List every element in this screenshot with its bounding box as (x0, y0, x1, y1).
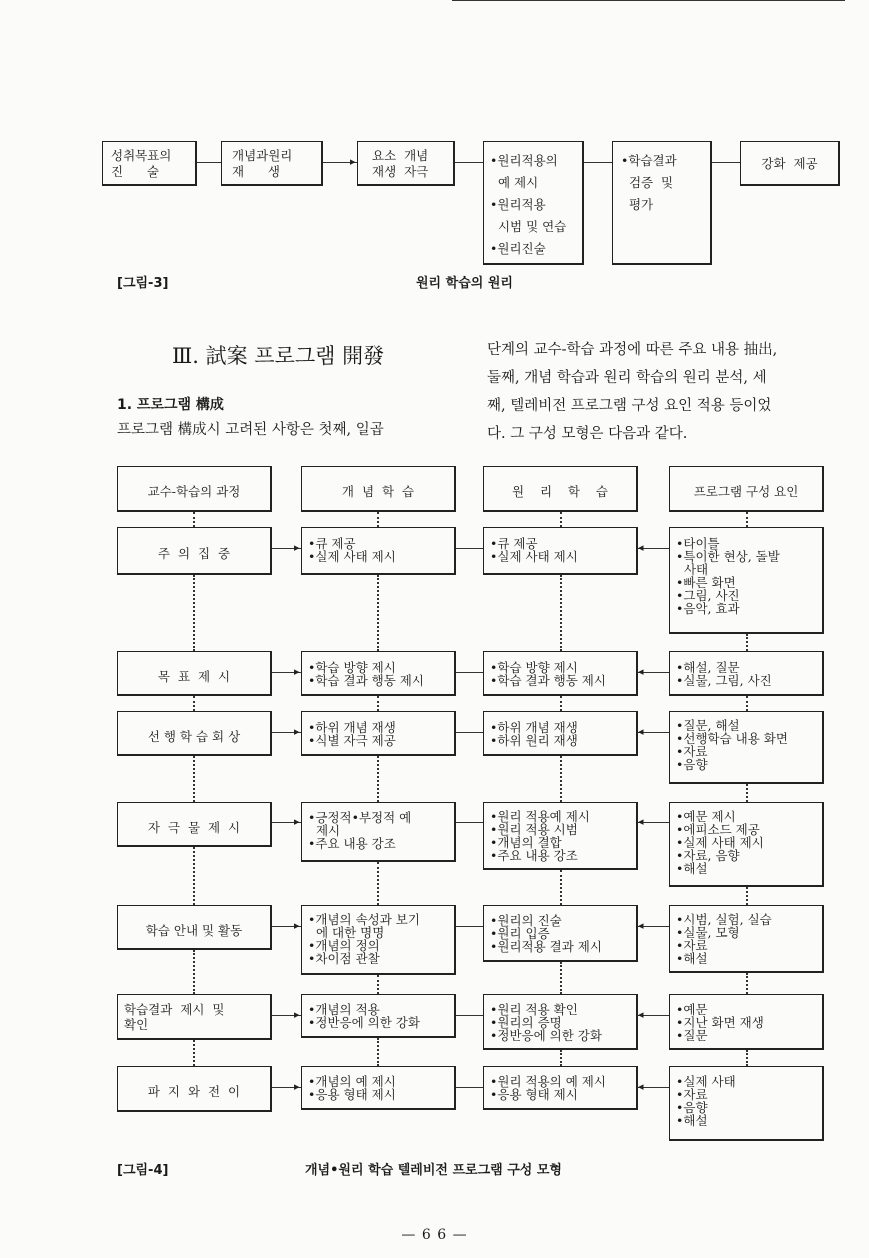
factor-item: •실물, 그림, 사진 (676, 673, 772, 688)
factor-item: •타이틀 (676, 536, 720, 551)
fig3-box-line: 검증 및 (621, 175, 674, 190)
concept-item: •큐 제공 (308, 536, 356, 551)
fig3-box-line: 재 생 (232, 164, 280, 179)
step-box (117, 994, 272, 1040)
fig3-connector (584, 162, 612, 163)
body-text-right-line: 째, 텔레비전 프로그램 구성 요인 적용 등이었 (487, 398, 772, 414)
concept-item: •정반응에 의한 강화 (308, 1015, 420, 1030)
connector (456, 1015, 483, 1016)
concept-item: •하위 개념 재생 (308, 720, 396, 735)
factor-item: •실제 사태 (676, 1074, 736, 1089)
dotted-connector (746, 512, 748, 527)
principle-item: •원리의 증명 (490, 1015, 562, 1030)
principle-box (483, 802, 638, 870)
concept-item: 에 대한 명명 (308, 925, 385, 940)
dotted-connector (377, 975, 379, 994)
body-text-right-line: 다. 그 구성 모형은 다음과 같다. (487, 426, 688, 442)
subsection-heading: 1. 프로그램 構成 (117, 397, 224, 413)
concept-item: •식별 자극 제공 (308, 733, 396, 748)
principle-list (490, 1075, 606, 1101)
principle-item: •큐 제공 (490, 536, 538, 551)
fig4-header-factors (669, 466, 824, 512)
factor-item: •자료 (676, 1087, 708, 1102)
dotted-connector (377, 1038, 379, 1066)
factors-box (669, 802, 824, 887)
header-label: 원 리 학 습 (512, 484, 608, 499)
step-label: 파 지 와 전 이 (147, 1084, 241, 1099)
fig3-box-application (483, 141, 584, 265)
dotted-connector (377, 862, 379, 905)
step-box (117, 711, 272, 756)
arrow-left-icon: ◂ (638, 919, 644, 932)
arrow-right-icon: ▸ (294, 815, 300, 828)
factors-list (676, 1003, 764, 1042)
factor-item: •해설 (676, 1113, 708, 1128)
header-label: 프로그램 구성 요인 (693, 484, 799, 499)
factors-list (676, 1075, 736, 1127)
step-box (117, 527, 272, 575)
dotted-connector (377, 512, 379, 527)
step-label: 학습 안내 및 활동 (145, 923, 243, 938)
concept-item: •실제 사태 제시 (308, 549, 396, 564)
concept-list (308, 537, 396, 563)
principle-item: •하위 개념 재생 (490, 720, 578, 735)
principle-item: •원리 적용의 예 제시 (490, 1074, 606, 1089)
figure-label: [그림-4] (117, 1163, 169, 1178)
dotted-connector (560, 512, 562, 527)
connector (456, 822, 483, 823)
body-text-left: 프로그램 構成시 고려된 사항은 첫째, 일곱 (117, 422, 384, 438)
factor-item: •실제 사태 제시 (676, 835, 764, 850)
figure-label: [그림-3] (117, 276, 169, 291)
step-label: 주 의 집 중 (157, 546, 231, 561)
factors-list (676, 661, 772, 687)
factor-item: •질문, 해설 (676, 718, 740, 733)
principle-item: •응용 형태 제시 (490, 1087, 578, 1102)
arrow-right-icon: ▸ (294, 919, 300, 932)
dotted-connector (377, 575, 379, 651)
factors-list (676, 537, 780, 615)
concept-list (308, 1075, 396, 1101)
factor-item: •선행학습 내용 화면 (676, 731, 788, 746)
dotted-connector (560, 870, 562, 905)
principle-item: •원리 적용 시범 (490, 822, 578, 837)
figure-title: 개념•원리 학습 텔레비전 프로그램 구성 모형 (305, 1163, 562, 1178)
header-label: 개 념 학 습 (341, 484, 415, 499)
dotted-connector (377, 756, 379, 802)
arrow-right-icon: ▸ (294, 725, 300, 738)
fig3-box-line: 시범 및 연습 (490, 219, 567, 234)
concept-box (301, 994, 456, 1038)
fig3-box-line: 평가 (621, 197, 654, 212)
top-rule (452, 0, 845, 1)
principle-box (483, 1066, 638, 1110)
arrow-right-icon: ▸ (294, 541, 300, 554)
factor-item: •해설 (676, 951, 708, 966)
principle-list (490, 537, 578, 563)
concept-item: •개념의 속성과 보기 (308, 912, 420, 927)
fig4-header-process (117, 466, 272, 512)
step-label: 선 행 학 습 회 상 (147, 729, 241, 744)
principle-item: •하위 원리 재생 (490, 733, 578, 748)
factor-item: •실물, 모형 (676, 925, 740, 940)
concept-box (301, 802, 456, 862)
dotted-connector (746, 784, 748, 802)
arrow-left-icon: ◂ (638, 541, 644, 554)
principle-item: •정반응에 의한 강화 (490, 1028, 602, 1043)
factor-item: •음악, 효과 (676, 601, 740, 616)
connector (456, 926, 483, 927)
factors-box (669, 651, 824, 696)
concept-item: •주요 내용 강조 (308, 836, 396, 851)
step-box (117, 1066, 272, 1112)
figure-title: 원리 학습의 원리 (416, 276, 513, 291)
header-label: 교수-학습의 과정 (147, 484, 241, 499)
factor-item: •시범, 실험, 실습 (676, 912, 772, 927)
connector (456, 672, 483, 673)
fig3-box-stimulus (357, 141, 455, 186)
factor-item: •음향 (676, 1100, 708, 1115)
dotted-connector (560, 1050, 562, 1066)
concept-box (301, 527, 456, 575)
principle-item: •실제 사태 제시 (490, 549, 578, 564)
arrow-left-icon: ◂ (638, 665, 644, 678)
dotted-connector (193, 847, 195, 905)
fig3-box-reinforcement (740, 141, 840, 186)
fig3-box-list (490, 150, 566, 260)
concept-item: •긍정적•부정적 예 (308, 810, 412, 825)
fig3-box-evaluation (612, 141, 712, 265)
factors-box (669, 711, 824, 784)
factor-item: •자료 (676, 744, 708, 759)
concept-box (301, 651, 456, 696)
step-label: 목 표 제 시 (157, 669, 231, 684)
principle-item: •주요 내용 강조 (490, 848, 578, 863)
factor-item: •빠른 화면 (676, 575, 736, 590)
dotted-connector (193, 950, 195, 994)
arrow-left-icon: ◂ (638, 725, 644, 738)
factor-item: •그림, 사진 (676, 588, 740, 603)
step-label: 학습결과 제시 및 확인 (124, 1002, 225, 1032)
fig3-box-line: 개념과원리 (232, 148, 293, 163)
concept-box (301, 711, 456, 756)
concept-list (308, 1003, 420, 1029)
fig3-box-line: 진 술 (111, 164, 159, 179)
factor-item: 사태 (676, 562, 709, 577)
arrow-right-icon: ▸ (294, 1080, 300, 1093)
principle-box (483, 527, 638, 575)
fig3-box-line: •학습결과 (621, 153, 677, 168)
concept-list (308, 913, 420, 965)
dotted-connector (193, 512, 195, 527)
dotted-connector (377, 696, 379, 711)
principle-list (490, 1003, 602, 1042)
fig3-box-goal (102, 141, 197, 186)
factor-item: •자료 (676, 938, 708, 953)
principle-item: •개념의 결합 (490, 835, 562, 850)
arrow-right-icon: ▸ (350, 155, 356, 168)
connector (456, 548, 483, 549)
principle-item: •원리적용 결과 제시 (490, 939, 602, 954)
factor-item: •지난 화면 재생 (676, 1015, 764, 1030)
concept-item: 제시 (308, 823, 341, 838)
dotted-connector (560, 756, 562, 802)
concept-item: •개념의 적용 (308, 1002, 380, 1017)
dotted-connector (193, 696, 195, 711)
fig3-box-line: •원리적용의 (490, 153, 558, 168)
factor-item: •해설 (676, 861, 708, 876)
fig3-box-line: 재생 자극 (372, 164, 429, 179)
concept-box (301, 1066, 456, 1110)
connector (456, 732, 483, 733)
principle-item: •원리의 진술 (490, 913, 562, 928)
principle-box (483, 651, 638, 696)
factor-item: •에피소드 제공 (676, 822, 760, 837)
concept-item: •차이점 관찰 (308, 951, 380, 966)
factors-box (669, 905, 824, 973)
concept-item: •개념의 예 제시 (308, 1074, 396, 1089)
fig4-header-principle (483, 466, 638, 512)
fig3-connector (455, 162, 483, 163)
factors-list (676, 913, 772, 965)
factor-item: •질문 (676, 1028, 708, 1043)
factors-box (669, 994, 824, 1050)
principle-list (490, 721, 578, 747)
concept-item: •학습 방향 제시 (308, 660, 396, 675)
principle-box (483, 711, 638, 756)
step-label: 자 극 물 제 시 (147, 820, 241, 835)
dotted-connector (193, 575, 195, 651)
principle-list (490, 914, 602, 953)
dotted-connector (560, 696, 562, 711)
fig3-box-line: 요소 개념 (372, 148, 429, 163)
concept-item: •개념의 정의 (308, 938, 380, 953)
step-box (117, 905, 272, 950)
dotted-connector (746, 1050, 748, 1066)
fig3-connector (197, 162, 221, 163)
body-text-right-line: 단계의 교수-학습 과정에 따른 주요 내용 抽出, (487, 342, 778, 358)
principle-list (490, 661, 606, 687)
principle-box (483, 994, 638, 1050)
body-text-right-line: 둘째, 개념 학습과 원리 학습의 원리 분석, 세 (487, 370, 767, 386)
concept-box (301, 905, 456, 975)
concept-item: •학습 결과 행동 제시 (308, 673, 424, 688)
factors-box (669, 1066, 824, 1141)
fig3-box-line: •원리진술 (490, 241, 546, 256)
dotted-connector (746, 887, 748, 905)
arrow-left-icon: ◂ (638, 1080, 644, 1093)
factor-item: •해설, 질문 (676, 660, 740, 675)
fig3-box-line: 성취목표의 (111, 148, 172, 163)
factors-box (669, 527, 824, 634)
dotted-connector (746, 696, 748, 711)
dotted-connector (560, 575, 562, 651)
page-number: — 6 6 — (401, 1227, 468, 1243)
factors-list (676, 719, 788, 771)
factor-item: •자료, 음향 (676, 848, 740, 863)
principle-item: •원리 입증 (490, 926, 550, 941)
dotted-connector (746, 973, 748, 994)
concept-item: •응용 형태 제시 (308, 1087, 396, 1102)
principle-item: •학습 결과 행동 제시 (490, 673, 606, 688)
factor-item: •음향 (676, 757, 708, 772)
dotted-connector (746, 634, 748, 651)
concept-list (308, 721, 396, 747)
factor-item: •예문 (676, 1002, 708, 1017)
principle-list (490, 810, 590, 862)
dotted-connector (560, 962, 562, 994)
step-box (117, 651, 272, 696)
concept-list (308, 811, 411, 850)
factors-list (676, 810, 764, 875)
arrow-right-icon: ▸ (294, 1008, 300, 1021)
dotted-connector (193, 756, 195, 802)
dotted-connector (193, 1040, 195, 1066)
principle-item: •원리 적용 확인 (490, 1002, 578, 1017)
fig4-header-concept (301, 466, 456, 512)
step-box (117, 802, 272, 847)
fig3-box-recall (221, 141, 323, 186)
factor-item: •예문 제시 (676, 809, 736, 824)
fig3-box-line: 예 제시 (490, 175, 539, 190)
fig3-box-list (621, 150, 677, 216)
section-heading: Ⅲ. 試案 프로그램 開發 (172, 344, 385, 368)
principle-box (483, 905, 638, 962)
connector (456, 1087, 483, 1088)
arrow-left-icon: ◂ (638, 815, 644, 828)
arrow-right-icon: ▸ (294, 665, 300, 678)
factor-item: •특이한 현상, 돌발 (676, 549, 780, 564)
concept-list (308, 661, 424, 687)
fig3-connector (712, 162, 740, 163)
principle-item: •원리 적용예 제시 (490, 809, 590, 824)
fig3-box-line: •원리적용 (490, 197, 546, 212)
fig3-box-line: 강화 제공 (761, 156, 818, 171)
arrow-left-icon: ◂ (638, 1008, 644, 1021)
principle-item: •학습 방향 제시 (490, 660, 578, 675)
